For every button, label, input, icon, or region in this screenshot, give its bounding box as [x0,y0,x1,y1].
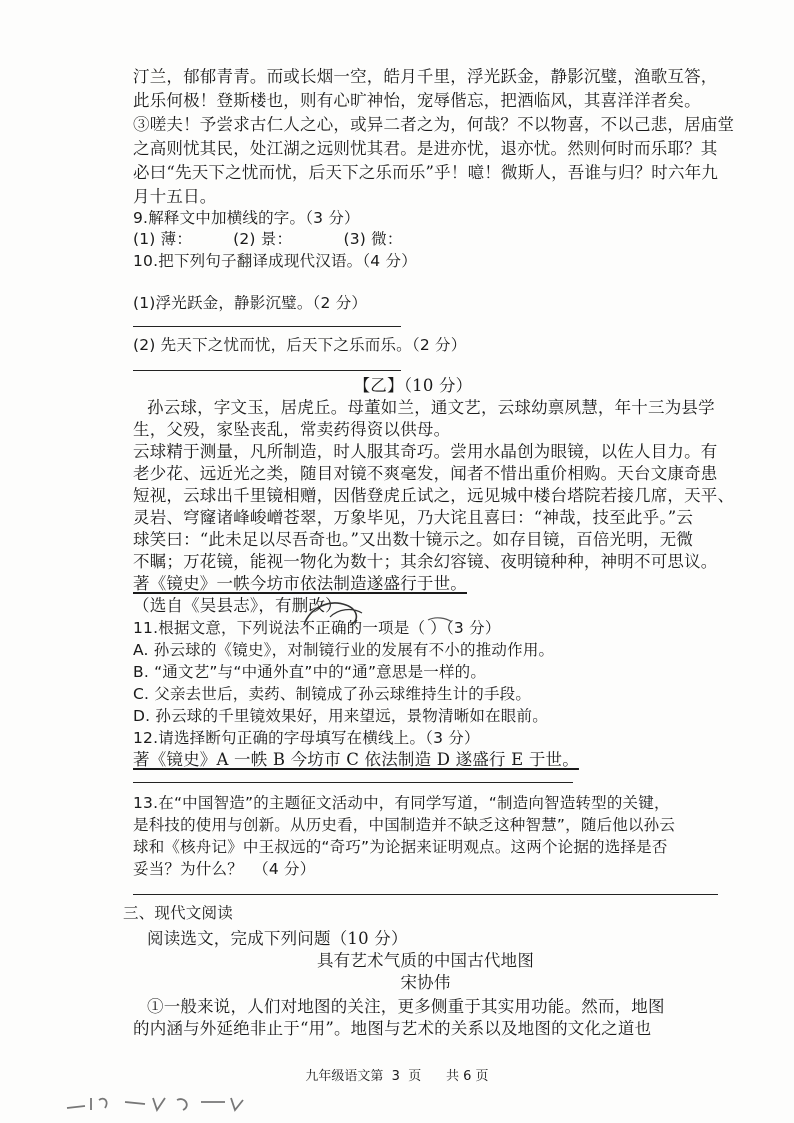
question-13-line: 是科技的使用与创新。从历史看，中国制造并不缺乏这种智慧”，随后他以孙云 [133,816,676,834]
passage-b-source: （选自《吴县志》，有删改） [133,596,342,615]
pen-mark-in-parenthesis [420,612,460,630]
article-paragraph-line: ①一般来说，人们对地图的关注，更多侧重于其实用功能。然而，地图 [147,997,665,1016]
passage-a-line: 之高则忧其民，处江湖之远则忧其君。是进亦忧，退亦忧。然则何时而乐耶？其 [133,139,718,158]
answer-line[interactable] [133,894,718,895]
question-9-items: (1) 薄： (2) 景： (3) 微： [133,230,403,248]
answer-line[interactable] [133,782,573,783]
article-paragraph-line: 的内涵与外延绝非止于“用”。地图与艺术的关系以及地图的文化之道也 [133,1019,652,1038]
question-13-line: 妥当？为什么？ （4 分） [133,860,316,878]
passage-b-line: 云球精于测量，凡所制造，时人服其奇巧。尝用水晶创为眼镜，以佐人目力。有 [133,442,718,461]
question-13-line: 13.在“中国智造”的主题征文活动中，有同学写道，“制造向智造转型的关键， [133,794,670,812]
passage-a-line: 月十五日。 [133,187,217,206]
question-9: 9.解释文中加横线的字。（3 分） [133,209,360,227]
question-12-sentence: 著《镜史》A 一帙 B 今坊市 C 依法制造 D 遂盛行 E 于世。 [133,750,579,769]
article-author: 宋协伟 [400,973,451,992]
article-title: 具有艺术气质的中国古代地图 [316,951,535,970]
passage-a-line: ③嗟夫！予尝求古仁人之心，或异二者之为，何哉？不以物喜，不以己悲，居庙堂 [133,115,735,134]
passage-b-line: 球笑曰：“此未足以尽吾奇也。”又出数十镜示之。如存目镜，百倍光明，无微 [133,530,694,549]
page-footer: 九年级语文第 3 页 共 6 页 [305,1069,489,1084]
question-13-line: 球和《核舟记》中王叔远的“奇巧”为论据来证明观点。这两个论据的选择是否 [133,838,668,856]
pen-scribble-mark [300,595,380,631]
section-instruction: 阅读选文，完成下列问题（10 分） [147,929,408,948]
scanner-artifact [65,1092,255,1114]
passage-b-line: 不瞩；万花镜，能视一物化为数十；其余幻容镜、夜明镜种种，神明不可思议。 [133,552,718,571]
question-11-option-a: A. 孙云球的《镜史》，对制镜行业的发展有不小的推动作用。 [133,641,555,659]
question-10: 10.把下列句子翻译成现代汉语。（4 分） [133,252,417,270]
question-10-item-1: (1)浮光跃金，静影沉璧。（2 分） [133,294,368,312]
passage-a-line: 必曰“先天下之忧而忧，后天下之乐而乐”乎！噫！微斯人，吾谁与归？时六年九 [133,163,719,182]
passage-b-line: 老少花、远近光之类，随目对镜不爽毫发，闻者不惜出重价相购。天台文康奇患 [133,464,718,483]
passage-b-line: 生，父殁，家坠丧乱，常卖药得资以供母。 [133,420,451,439]
question-12: 12.请选择断句正确的字母填写在横线上。（3 分） [133,729,480,747]
passage-b-line: 短视，云球出千里镜相赠，因偕登虎丘试之，远见城中楼台塔院若接几席，天平、 [133,486,735,505]
answer-line[interactable] [133,370,401,371]
answer-line[interactable] [133,326,401,327]
question-11-option-c: C. 父亲去世后，卖药、制镜成了孙云球维持生计的手段。 [133,685,532,703]
passage-b-line: 孙云球，字文玉，居虎丘。母董如兰，通文艺，云球幼禀夙慧，年十三为县学 [147,398,715,417]
passage-a-line: 此乐何极！登斯楼也，则有心旷神怡，宠辱偕忘，把酒临风，其喜洋洋者矣。 [133,91,701,110]
question-11-option-d: D. 孙云球的千里镜效果好，用来望远，景物清晰如在眼前。 [133,707,548,725]
passage-b-underlined-sentence: 著《镜史》一帙今坊市依法制造遂盛行于世。 [133,574,467,593]
passage-b-heading: 【乙】（10 分） [353,376,473,395]
section-heading: 三、现代文阅读 [123,904,233,922]
question-10-item-2: (2) 先天下之忧而忧，后天下之乐而乐。（2 分） [133,336,467,354]
passage-a-line: 汀兰，郁郁青青。而或长烟一空，皓月千里，浮光跃金，静影沉璧，渔歌互答， [133,67,718,86]
question-11-option-b: B. “通文艺”与“中通外直”中的“通”意思是一样的。 [133,663,487,681]
question-11: 11.根据文意，下列说法不正确的一项是（ ）（3 分） [133,619,501,637]
passage-b-line: 灵岩、穹窿诸峰峻嶒苍翠，万象毕见，乃大诧且喜曰：“神哉，技至此乎。”云 [133,508,694,527]
